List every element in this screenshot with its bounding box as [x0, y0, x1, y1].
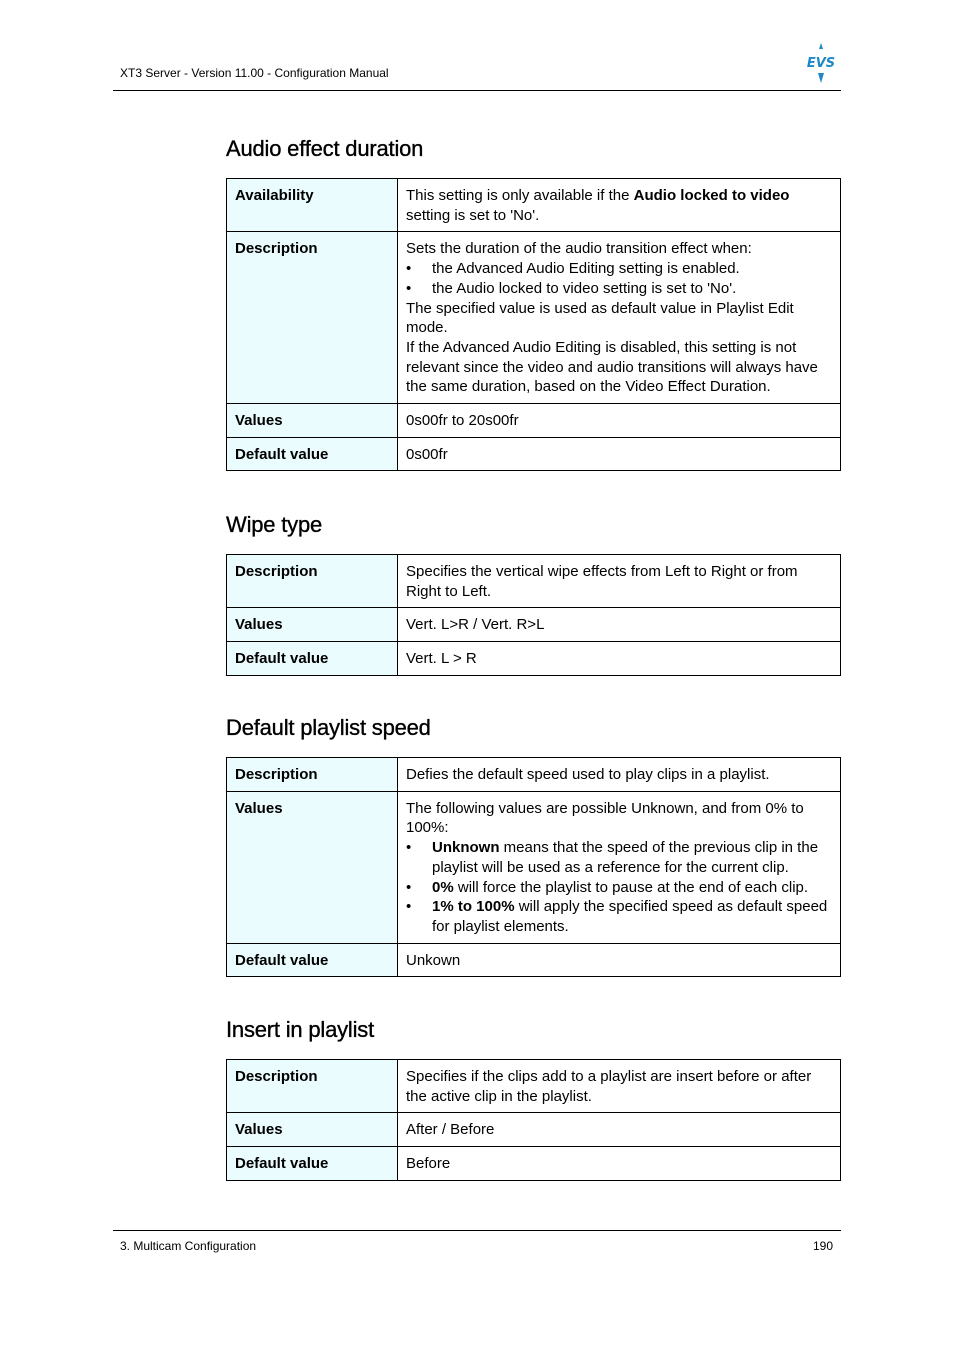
- page-number: 190: [812, 1239, 833, 1253]
- table-row: [227, 1060, 841, 1113]
- section-insert-in-playlist: [226, 1017, 841, 1181]
- table-row: [227, 404, 841, 438]
- row-label: Default value: [227, 943, 398, 977]
- settings-table: [226, 757, 841, 977]
- row-value: Specifies the vertical wipe effects from Left to Right or from Right to Left.: [398, 555, 841, 608]
- section-audio-effect-duration: [226, 136, 841, 471]
- settings-table: [226, 1059, 841, 1181]
- table-row: [227, 1113, 841, 1147]
- section-heading: Insert in playlist: [226, 1017, 375, 1042]
- table-row: [227, 943, 841, 977]
- row-value: Before: [398, 1147, 841, 1181]
- chapter-title: 3. Multicam Configuration: [120, 1239, 257, 1253]
- list-item: • the Advanced Audio Editing setting is enabled.: [406, 259, 832, 279]
- section-heading: Audio effect duration: [226, 136, 424, 161]
- section-heading: Default playlist speed: [226, 715, 431, 740]
- row-label: Values: [227, 608, 398, 642]
- row-label: Description: [227, 1060, 398, 1113]
- row-label: Default value: [227, 437, 398, 471]
- table-row: [227, 608, 841, 642]
- page-header: [113, 0, 841, 91]
- row-value: This setting is only available if the Audio locked to video setting is set to 'No'.: [398, 179, 841, 232]
- row-label: Values: [227, 1113, 398, 1147]
- row-label: Values: [227, 404, 398, 438]
- bullet-list: [406, 838, 832, 937]
- row-label: Availability: [227, 179, 398, 232]
- section-wipe-type: [226, 512, 841, 676]
- row-label: Description: [227, 555, 398, 608]
- section-heading: Wipe type: [226, 512, 323, 537]
- row-label: Values: [227, 791, 398, 943]
- description-paragraph: If the Advanced Audio Editing is disabled, this setting is not relevant since the video and audio transitions will always have the same duration, based on the Video Effect Duration.: [406, 338, 818, 396]
- table-row: [227, 232, 841, 404]
- row-value: Vert. L>R / Vert. R>L: [398, 608, 841, 642]
- row-value: [398, 791, 841, 943]
- row-label: Default value: [227, 642, 398, 676]
- table-row: [227, 642, 841, 676]
- description-paragraph: The specified value is used as default value in Playlist Edit mode.: [406, 299, 794, 337]
- table-row: [227, 555, 841, 608]
- row-label: Default value: [227, 1147, 398, 1181]
- page-footer: [113, 1230, 841, 1253]
- row-value: After / Before: [398, 1113, 841, 1147]
- table-row: [227, 758, 841, 792]
- table-row: [227, 1147, 841, 1181]
- row-label: Description: [227, 232, 398, 404]
- row-label: Description: [227, 758, 398, 792]
- list-item: • Unknown means that the speed of the previous clip in the playlist will be used as a reference for the current clip.: [406, 838, 832, 877]
- values-intro: The following values are possible Unknown, and from 0% to 100%:: [406, 799, 804, 837]
- evs-logo-icon: [805, 43, 837, 83]
- document-title: XT3 Server - Version 11.00 - Configuration Manual: [120, 66, 389, 80]
- row-value: Vert. L > R: [398, 642, 841, 676]
- list-item: • the Audio locked to video setting is set to 'No'.: [406, 279, 832, 299]
- bullet-list: [406, 259, 832, 298]
- row-value: [398, 232, 841, 404]
- row-value: 0s00fr: [398, 437, 841, 471]
- row-value: Unkown: [398, 943, 841, 977]
- settings-table: [226, 554, 841, 676]
- table-row: [227, 437, 841, 471]
- list-item: • 0% will force the playlist to pause at the end of each clip.: [406, 878, 832, 898]
- table-row: [227, 791, 841, 943]
- section-default-playlist-speed: [226, 715, 841, 977]
- row-value: Specifies if the clips add to a playlist are insert before or after the active clip in the playlist.: [398, 1060, 841, 1113]
- logo-text: EVS: [806, 56, 836, 71]
- row-value: Defies the default speed used to play clips in a playlist.: [398, 758, 841, 792]
- list-item: • 1% to 100% will apply the specified speed as default speed for playlist elements.: [406, 897, 832, 936]
- description-intro: Sets the duration of the audio transition effect when:: [406, 240, 752, 258]
- settings-table: [226, 178, 841, 471]
- table-row: [227, 179, 841, 232]
- row-value: 0s00fr to 20s00fr: [398, 404, 841, 438]
